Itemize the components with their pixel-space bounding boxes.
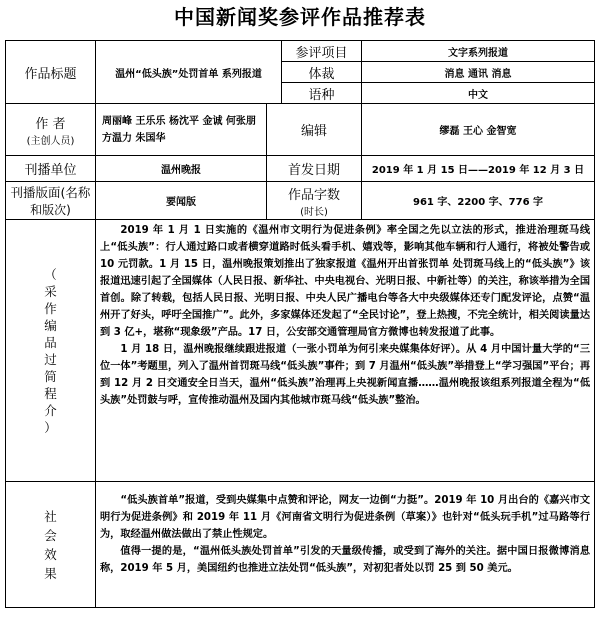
process-paragraph-2: 1 月 18 日，温州晚报继续跟进报道（一张小罚单为何引来央媒集体好评）。从 4 月中国计量大学的“三位一体”考题里，列入了温州首罚斑马线“低头族”事件；到 7 月温州“低头族”举措登上“学习强国”平台；再到 12 月 2 日交通安全日当天，温州“低头族”治理再上央视新闻直播……温州晚报该组系列报道全程为“低头族”处罚鼓与呼，宣传推动温州及国内其他城市斑马线“低头族”整治。	[100, 344, 591, 406]
work-title-value: 温州“低头族”处罚首单 系列报道	[96, 41, 282, 104]
process-paragraph-1: 2019 年 1 月 1 日实施的《温州市文明行为促进条例》率全国之先以立法的形式，推进治理斑马线上“低头族”：行人通过路口或者横穿道路时低头看手机、嬉戏等，影响其他车辆和行人通行，将被处警告或 10 元罚款。1 月 15 日，温州晚报策划推出了独家报道《温州开出首张罚单 处罚斑马线上的“低头族”》该报道迅速引起了全国媒体（人民日报、新华社、中央电视台、光明日报、中新社等）的关注，称该举措为全国首创。除了转载，包括人民日报、光明日报、中央人民广播电台等各大中央级媒体还专门配发评论，点赞“温州开了好头，呼吁全国推广”。此外，多家媒体还发起了“全民讨论”，登上热搜，不完全统计，相关阅读量达到 3 亿+，堪称“现象级”产品。17 日，公安部交通管理局官方微博也转发报道了此事。	[100, 225, 591, 338]
effect-body	[96, 482, 595, 608]
publisher-value: 温州晚报	[96, 156, 267, 182]
genre-label: 体裁	[282, 62, 362, 83]
category-value: 文字系列报道	[362, 41, 595, 62]
effect-label-cell	[6, 482, 96, 608]
page-label-cell	[6, 182, 96, 220]
publisher-label: 刊播单位	[6, 156, 96, 182]
effect-paragraph-2: 值得一提的是，“温州低头族处罚首单”引发的天量级传播，或受到了海外的关注。据中国日报微博消息称，2019 年 5 月，美国纽约也推进立法处罚“低头族”，对初犯者处以罚 25 到 50 美元。	[100, 546, 591, 574]
process-body	[96, 220, 595, 482]
wordcount-label: 作品字数	[288, 187, 341, 203]
genre-value: 消息 通讯 消息	[362, 62, 595, 83]
editor-label: 编辑	[267, 104, 362, 156]
process-label-cell	[6, 220, 96, 482]
page-value: 要闻版	[96, 182, 267, 220]
process-label: （ 采 作 编 品 过 简 程 介 ）	[44, 266, 57, 435]
date-label: 首发日期	[267, 156, 362, 182]
language-value: 中文	[362, 83, 595, 104]
category-label: 参评项目	[282, 41, 362, 62]
language-label: 语种	[282, 83, 362, 104]
effect-paragraph-1: “低头族首单”报道，受到央媒集中点赞和评论，网友一边倒“力挺”。2019 年 10 月出台的《嘉兴市文明行为促进条例》和 2019 年 11 月《河南省文明行为促进条例（草案）》也针对“低头玩手机”过马路等行为，取经温州做法做出了禁止性规定。	[100, 495, 591, 540]
wordcount-value: 961 字、2200 字、776 字	[362, 182, 595, 220]
wordcount-label-cell	[267, 182, 362, 220]
work-title-label: 作品标题	[6, 41, 96, 104]
author-label: 作 者	[35, 116, 66, 132]
editor-value: 缪磊 王心 金智宽	[362, 104, 595, 156]
author-value: 周丽峰 王乐乐 杨沈平 金诚 何张朋 方温力 朱国华	[96, 104, 267, 156]
author-label-cell	[6, 104, 96, 156]
wordcount-sub-label: (时长)	[300, 206, 328, 218]
author-sub-label: (主创人员)	[26, 135, 75, 147]
date-value: 2019 年 1 月 15 日——2019 年 12 月 3 日	[362, 156, 595, 182]
page-label: 刊播版面(名称	[10, 185, 91, 200]
page-sub-label: 和版次)	[30, 203, 71, 217]
recommendation-form-table	[5, 40, 595, 608]
effect-label: 社 会 效 果	[44, 508, 57, 581]
page-title: 中国新闻奖参评作品推荐表	[174, 5, 426, 29]
